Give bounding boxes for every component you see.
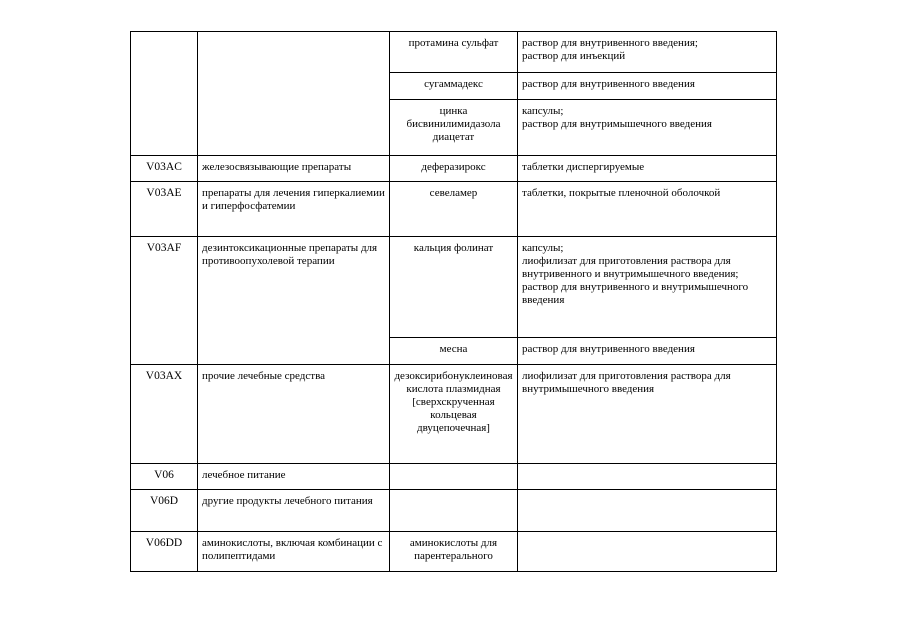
atc-code-cell: V03AC	[131, 156, 198, 182]
dosage-form-cell	[518, 156, 777, 182]
drug-name-cell: месна	[390, 338, 518, 365]
dosage-form-cell	[518, 237, 777, 338]
dosage-form-cell	[518, 365, 777, 464]
drug-name-cell: дезоксирибонуклеиновая кислота плазмидная [сверхскрученная кольцевая двуцепочечная]	[390, 365, 518, 464]
drug-name-cell: протамина сульфат	[390, 32, 518, 73]
atc-group-cell: другие продукты лечебного питания	[198, 490, 390, 532]
atc-group-cell: железосвязывающие препараты	[198, 156, 390, 182]
dosage-form-line: лиофилизат для приготовления раствора для внутривенного и внутримышечного введения;	[522, 255, 739, 280]
dosage-form-cell	[518, 32, 777, 73]
dosage-form-line: капсулы;	[522, 242, 564, 254]
atc-code-cell: V03AE	[131, 182, 198, 237]
table-row	[131, 156, 777, 182]
atc-code-cell	[131, 32, 198, 156]
table-row	[131, 182, 777, 237]
atc-group-cell: препараты для лечения гиперкалиемии и гиперфосфатемии	[198, 182, 390, 237]
dosage-form-line: раствор для внутривенного введения	[522, 343, 695, 355]
dosage-form-line: лиофилизат для приготовления раствора для внутримышечного введения	[522, 370, 731, 395]
drug-name-cell: деферазирокс	[390, 156, 518, 182]
atc-group-cell: дезинтоксикационные препараты для противоопухолевой терапии	[198, 237, 390, 365]
atc-group-cell: прочие лечебные средства	[198, 365, 390, 464]
atc-code-cell: V03AX	[131, 365, 198, 464]
table-row	[131, 365, 777, 464]
drug-name-cell: сугаммадекс	[390, 73, 518, 100]
table-row	[131, 490, 777, 532]
dosage-form-cell	[518, 73, 777, 100]
drug-table	[130, 31, 777, 572]
dosage-form-line: капсулы;	[522, 105, 564, 117]
atc-code-cell: V06D	[131, 490, 198, 532]
dosage-form-cell	[518, 100, 777, 156]
atc-code-cell: V03AF	[131, 237, 198, 365]
dosage-form-line: раствор для внутривенного и внутримышечного введения	[522, 281, 749, 306]
dosage-form-line: раствор для внутримышечного введения	[522, 118, 712, 130]
dosage-form-line: раствор для инъекций	[522, 50, 626, 62]
dosage-form-line: таблетки диспергируемые	[522, 161, 645, 173]
table-row	[131, 237, 777, 338]
dosage-form-cell	[518, 338, 777, 365]
dosage-form-line: раствор для внутривенного введения;	[522, 37, 698, 49]
table-row	[131, 464, 777, 490]
atc-group-cell	[198, 32, 390, 156]
dosage-form-line: раствор для внутривенного введения	[522, 78, 695, 90]
dosage-form-cell	[518, 464, 777, 490]
dosage-form-cell	[518, 182, 777, 237]
atc-group-cell: аминокислоты, включая комбинации с полипептидами	[198, 532, 390, 572]
table-row	[131, 32, 777, 73]
drug-name-cell: кальция фолинат	[390, 237, 518, 338]
atc-group-cell: лечебное питание	[198, 464, 390, 490]
atc-code-cell: V06DD	[131, 532, 198, 572]
dosage-form-cell	[518, 490, 777, 532]
dosage-form-cell	[518, 532, 777, 572]
dosage-form-line: таблетки, покрытые пленочной оболочкой	[522, 187, 721, 199]
drug-name-cell: севеламер	[390, 182, 518, 237]
drug-name-cell: цинка бисвинилимидазола диацетат	[390, 100, 518, 156]
drug-name-cell: аминокислоты для парентерального	[390, 532, 518, 572]
table-row	[131, 532, 777, 572]
drug-name-cell	[390, 464, 518, 490]
drug-name-cell	[390, 490, 518, 532]
atc-code-cell: V06	[131, 464, 198, 490]
